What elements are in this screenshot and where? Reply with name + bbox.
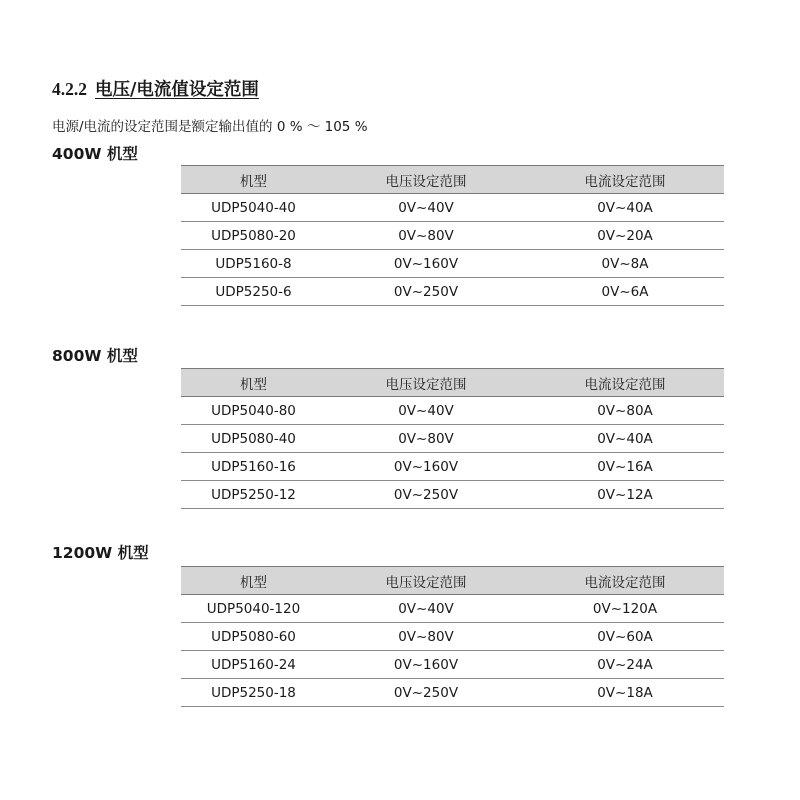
cell-model: UDP5080-40: [181, 425, 326, 453]
model-group-title-400w: 400W 机型: [52, 145, 138, 163]
table-row: [181, 425, 724, 453]
range-table-400w: [181, 165, 724, 306]
column-header-current: 电流设定范围: [526, 166, 724, 194]
cell-current: 0V~60A: [526, 623, 724, 651]
model-group-title-1200w: 1200W 机型: [52, 544, 149, 562]
cell-voltage: 0V~250V: [326, 481, 526, 509]
table-row: [181, 453, 724, 481]
cell-model: UDP5040-40: [181, 194, 326, 222]
table-row: [181, 679, 724, 707]
cell-current: 0V~80A: [526, 397, 724, 425]
cell-current: 0V~120A: [526, 595, 724, 623]
table-row: [181, 194, 724, 222]
column-header-voltage: 电压设定范围: [326, 166, 526, 194]
cell-voltage: 0V~40V: [326, 194, 526, 222]
cell-current: 0V~20A: [526, 222, 724, 250]
cell-model: UDP5160-8: [181, 250, 326, 278]
cell-voltage: 0V~80V: [326, 425, 526, 453]
range-table-1200w: [181, 566, 724, 707]
cell-current: 0V~40A: [526, 194, 724, 222]
section-number: 4.2.2: [52, 79, 87, 99]
table-row: [181, 481, 724, 509]
cell-voltage: 0V~80V: [326, 623, 526, 651]
cell-model: UDP5160-24: [181, 651, 326, 679]
model-group-title-800w: 800W 机型: [52, 347, 138, 365]
table-row: [181, 278, 724, 306]
cell-model: UDP5080-60: [181, 623, 326, 651]
cell-current: 0V~24A: [526, 651, 724, 679]
cell-current: 0V~8A: [526, 250, 724, 278]
cell-voltage: 0V~160V: [326, 250, 526, 278]
cell-model: UDP5250-12: [181, 481, 326, 509]
cell-current: 0V~40A: [526, 425, 724, 453]
cell-current: 0V~6A: [526, 278, 724, 306]
cell-model: UDP5040-80: [181, 397, 326, 425]
column-header-voltage: 电压设定范围: [326, 369, 526, 397]
cell-model: UDP5250-6: [181, 278, 326, 306]
column-header-model: 机型: [181, 369, 326, 397]
range-table-800w: [181, 368, 724, 509]
table-row: [181, 397, 724, 425]
column-header-model: 机型: [181, 567, 326, 595]
cell-current: 0V~18A: [526, 679, 724, 707]
cell-model: UDP5160-16: [181, 453, 326, 481]
cell-current: 0V~12A: [526, 481, 724, 509]
section-title: 电压/电流值设定范围: [95, 80, 259, 100]
cell-voltage: 0V~40V: [326, 397, 526, 425]
cell-model: UDP5040-120: [181, 595, 326, 623]
cell-current: 0V~16A: [526, 453, 724, 481]
column-header-voltage: 电压设定范围: [326, 567, 526, 595]
cell-model: UDP5250-18: [181, 679, 326, 707]
intro-text: 电源/电流的设定范围是额定输出值的 0 % ～ 105 %: [52, 119, 368, 135]
table-row: [181, 651, 724, 679]
cell-model: UDP5080-20: [181, 222, 326, 250]
table-header-row: [181, 166, 724, 194]
column-header-current: 电流设定范围: [526, 369, 724, 397]
table-header-row: [181, 567, 724, 595]
column-header-model: 机型: [181, 166, 326, 194]
section-heading: [52, 76, 259, 101]
table-row: [181, 595, 724, 623]
cell-voltage: 0V~40V: [326, 595, 526, 623]
cell-voltage: 0V~160V: [326, 651, 526, 679]
cell-voltage: 0V~80V: [326, 222, 526, 250]
table-row: [181, 623, 724, 651]
cell-voltage: 0V~250V: [326, 679, 526, 707]
table-header-row: [181, 369, 724, 397]
table-row: [181, 222, 724, 250]
cell-voltage: 0V~250V: [326, 278, 526, 306]
cell-voltage: 0V~160V: [326, 453, 526, 481]
column-header-current: 电流设定范围: [526, 567, 724, 595]
table-row: [181, 250, 724, 278]
